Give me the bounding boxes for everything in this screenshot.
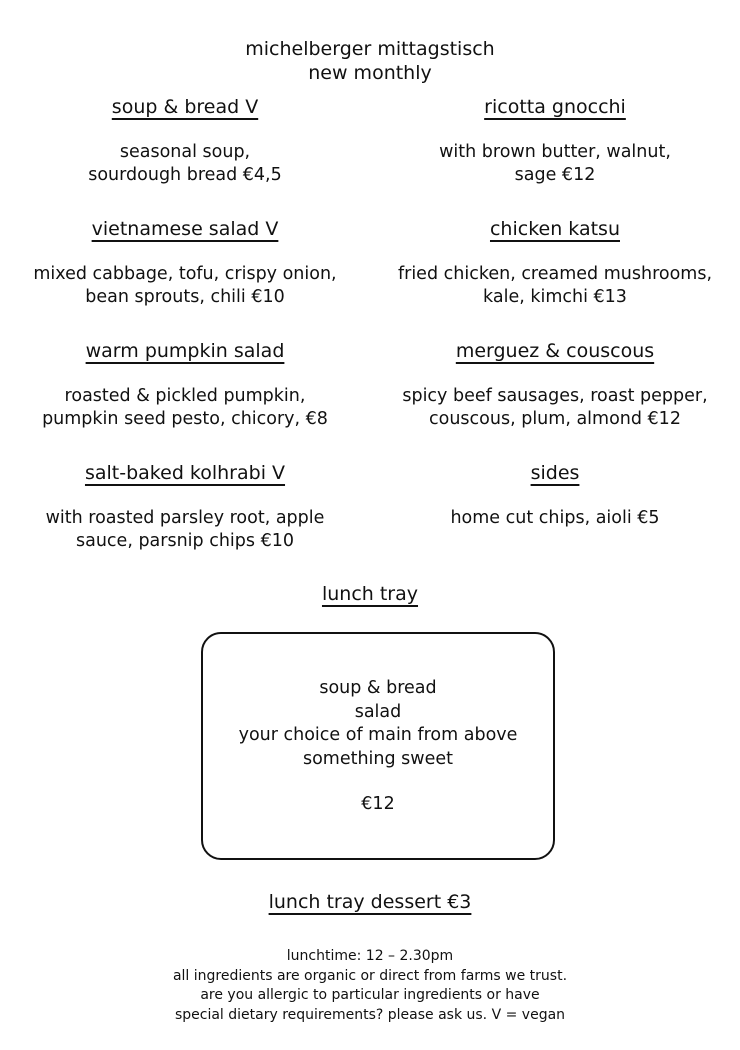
lunch-tray-line: your choice of main from above (238, 725, 518, 745)
menu-item-warm-pumpkin-salad (0, 340, 370, 431)
item-description-line: sourdough bread €4,5 (88, 165, 282, 185)
item-title: sides (530, 462, 580, 484)
lunch-tray-line: soup & bread (319, 678, 437, 698)
footer-lunchtime: lunchtime: 12 – 2.30pm (286, 948, 454, 964)
item-description-line: with roasted parsley root, apple (45, 508, 325, 528)
menu-subtitle: new monthly (308, 62, 432, 84)
lunch-tray-box (201, 632, 555, 860)
dessert-heading (0, 890, 740, 914)
menu-header (0, 37, 740, 85)
menu-title: michelberger mittagstisch (245, 38, 495, 60)
item-description-line: spicy beef sausages, roast pepper, (402, 386, 708, 406)
item-description-line: kale, kimchi €13 (483, 287, 627, 307)
footer-line: special dietary requirements? please ask us. V = vegan (174, 1006, 566, 1023)
menu-item-chicken-katsu (370, 218, 740, 309)
menu-item-merguez-couscous (370, 340, 740, 431)
item-description-line: sauce, parsnip chips €10 (76, 531, 294, 551)
menu-item-ricotta-gnocchi (370, 96, 740, 187)
item-title: vietnamese salad V (91, 218, 279, 240)
lunch-tray-line: something sweet (302, 748, 454, 769)
lunch-tray-title: lunch tray (321, 583, 419, 605)
footer-line: all ingredients are organic or direct from farms we trust. (172, 967, 568, 984)
item-description-line: fried chicken, creamed mushrooms, (397, 264, 713, 284)
dessert-title: lunch tray dessert €3 (268, 891, 472, 913)
menu-footer (0, 947, 740, 1025)
menu-item-soup-bread (0, 96, 370, 187)
item-title: soup & bread V (111, 96, 259, 118)
item-title: ricotta gnocchi (484, 96, 626, 118)
footer-line: are you allergic to particular ingredients or have (200, 987, 540, 1003)
item-description-line: sage €12 (514, 165, 596, 185)
item-description-line: pumpkin seed pesto, chicory, €8 (42, 409, 328, 429)
item-description (0, 141, 370, 187)
item-description (0, 263, 370, 309)
menu-item-vietnamese-salad (0, 218, 370, 309)
item-description (0, 385, 370, 431)
menu-item-sides (370, 462, 740, 530)
item-description-line: bean sprouts, chili €10 (85, 287, 285, 307)
item-description-line: roasted & pickled pumpkin, (64, 386, 306, 406)
item-description (370, 263, 740, 309)
item-description-line: mixed cabbage, tofu, crispy onion, (33, 264, 337, 284)
item-title: warm pumpkin salad (85, 340, 285, 362)
item-description (370, 141, 740, 187)
lunch-tray-price: €12 (361, 794, 395, 814)
item-description-line: seasonal soup, (119, 142, 251, 162)
item-description-line: home cut chips, aioli €5 (450, 508, 660, 528)
item-title: salt-baked kolhrabi V (84, 462, 286, 484)
lunch-tray-line: salad (354, 701, 402, 722)
item-title: chicken katsu (489, 218, 620, 240)
item-description (370, 507, 740, 530)
item-description (370, 385, 740, 431)
item-description-line: with brown butter, walnut, (439, 142, 671, 162)
item-title: merguez & couscous (455, 340, 655, 362)
item-description (0, 507, 370, 553)
item-description-line: couscous, plum, almond €12 (429, 409, 681, 429)
lunch-tray-heading (0, 582, 740, 606)
lunch-tray-contents (203, 677, 553, 771)
menu-item-salt-baked-kolhrabi (0, 462, 370, 553)
